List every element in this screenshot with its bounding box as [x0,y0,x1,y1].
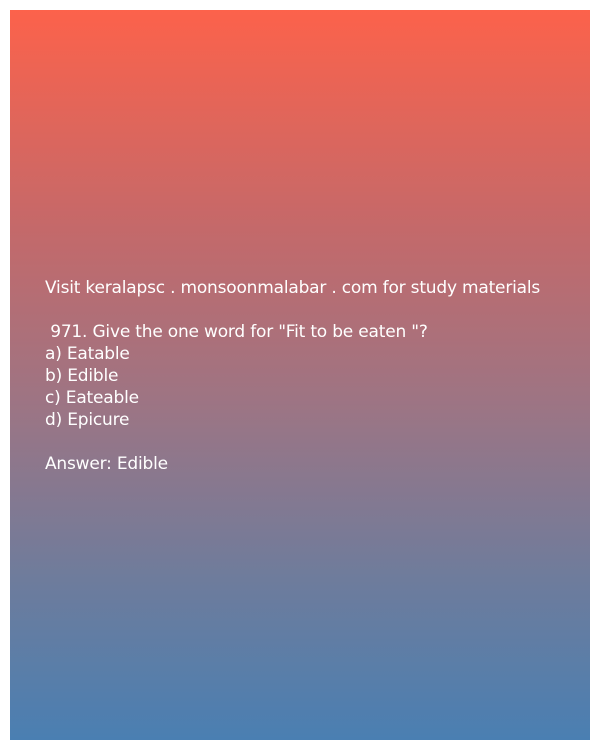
answer-text: Answer: Edible [45,454,168,474]
promo-text: Visit keralapsc . monsoonmalabar . com for study materials [45,278,541,298]
question-text: 971. Give the one word for "Fit to be eaten "? [45,322,428,342]
option-b: b) Edible [45,366,119,386]
spacer [45,299,585,321]
quiz-card [10,10,590,740]
quiz-content [45,277,585,475]
spacer [45,431,585,453]
option-d: d) Epicure [45,410,130,430]
option-c: c) Eateable [45,388,139,408]
option-a: a) Eatable [45,344,130,364]
